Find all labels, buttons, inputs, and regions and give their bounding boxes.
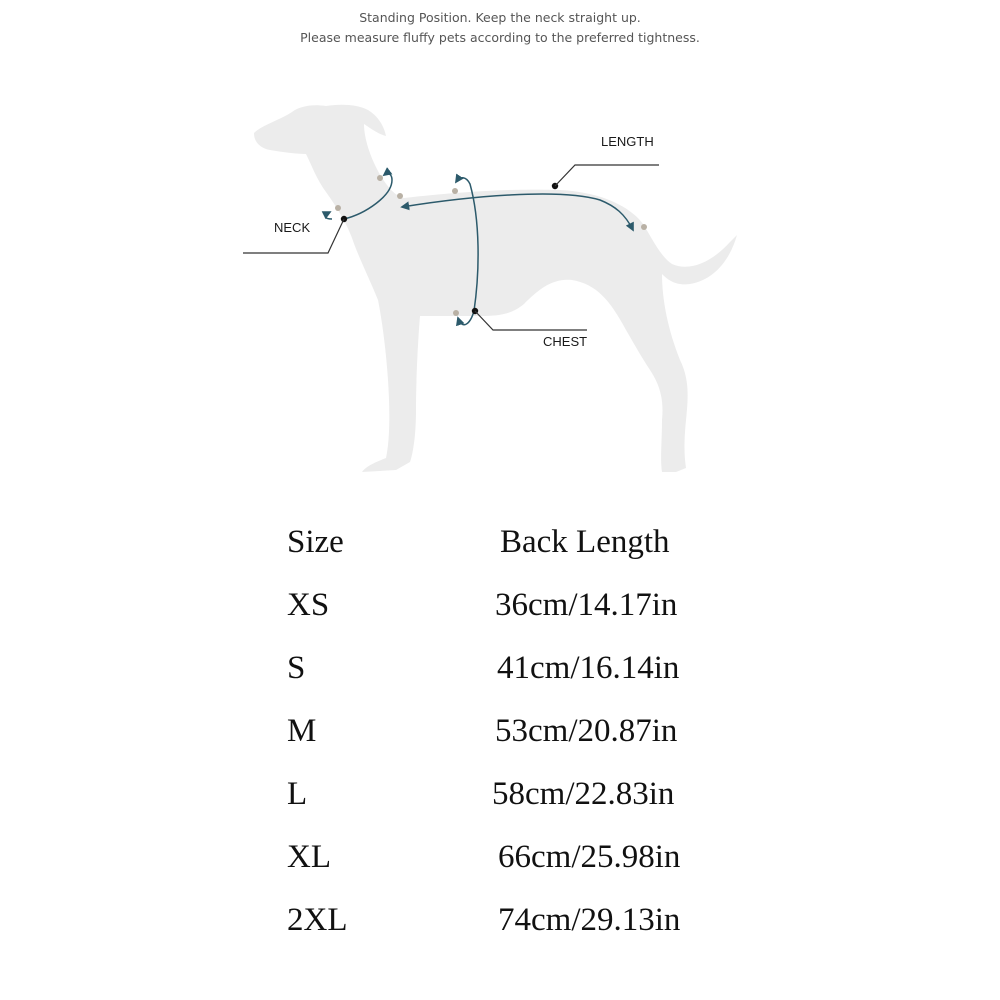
table-row [287, 587, 747, 637]
size-cell: S [287, 650, 306, 686]
size-cell: 2XL [287, 902, 348, 938]
back-length-cell: 74cm/29.13in [498, 902, 681, 938]
table-row [287, 902, 747, 952]
table-row [287, 713, 747, 763]
instruction-line-2: Please measure fluffy pets according to the preferred tightness. [300, 30, 700, 45]
size-cell: L [287, 776, 308, 812]
dog-silhouette [254, 105, 737, 472]
table-row [287, 776, 747, 826]
table-header-row [287, 524, 747, 574]
back-length-cell: 58cm/22.83in [492, 776, 675, 812]
neck-label: NECK [274, 220, 311, 235]
chest-label: CHEST [543, 334, 588, 349]
instruction-line-1: Standing Position. Keep the neck straight up. [359, 10, 641, 25]
header-back-length: Back Length [500, 524, 670, 560]
back-length-cell: 41cm/16.14in [497, 650, 680, 686]
table-row [287, 650, 747, 700]
size-cell: XS [287, 587, 330, 623]
back-length-cell: 36cm/14.17in [495, 587, 678, 623]
length-label: LENGTH [601, 134, 654, 149]
back-length-cell: 53cm/20.87in [495, 713, 678, 749]
header-size: Size [287, 524, 344, 560]
size-cell: XL [287, 839, 331, 875]
table-row [287, 839, 747, 889]
size-cell: M [287, 713, 317, 749]
back-length-cell: 66cm/25.98in [498, 839, 681, 875]
